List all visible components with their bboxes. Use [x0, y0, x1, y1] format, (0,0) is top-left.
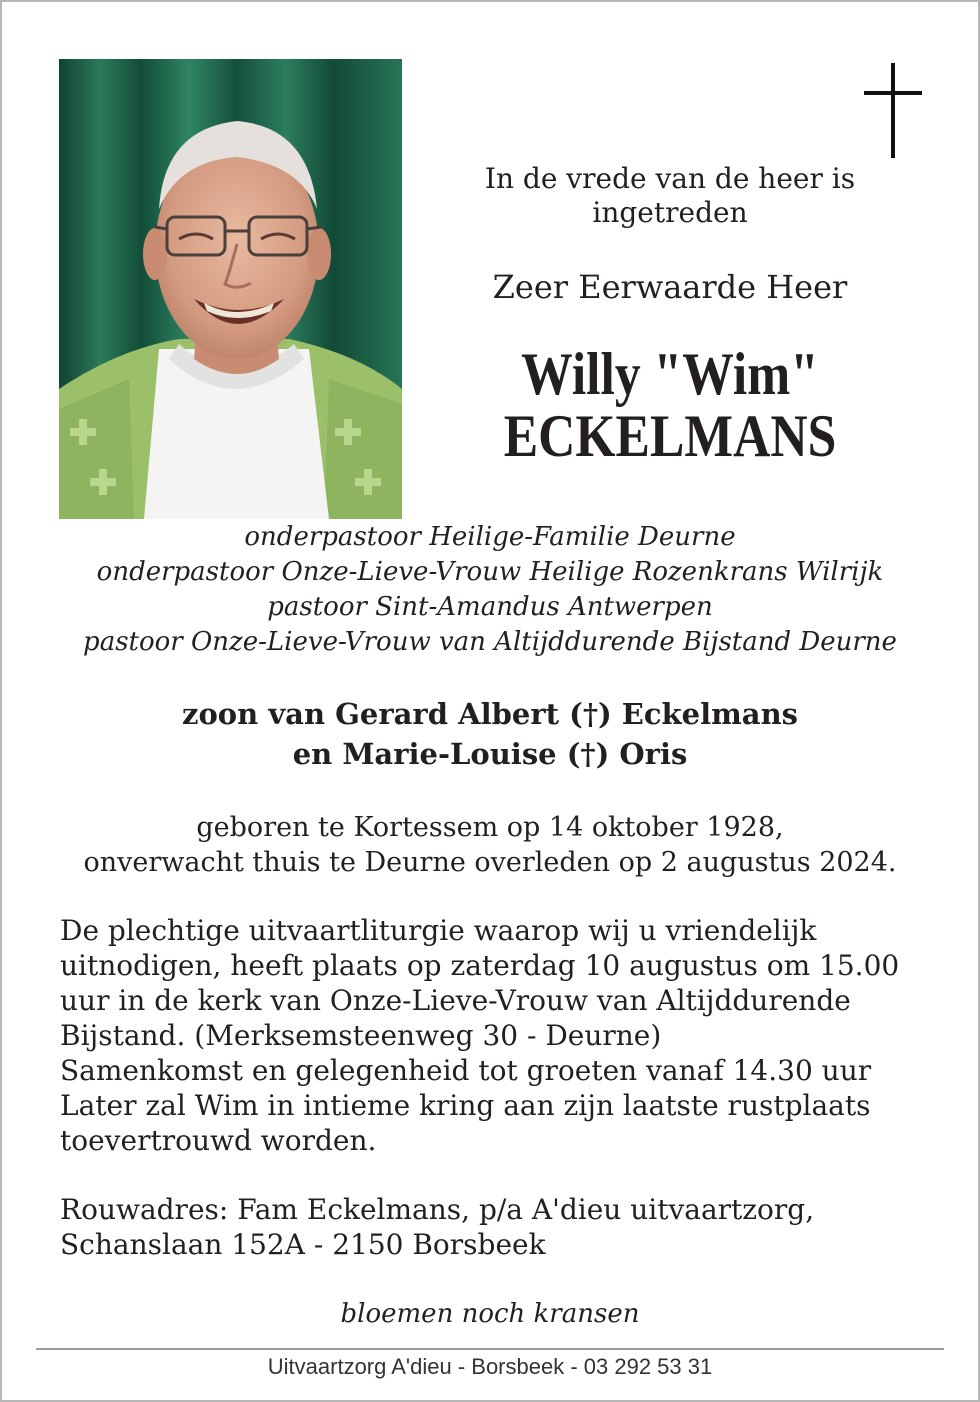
- first-name-line: Willy "Wim": [521, 341, 819, 407]
- parents-line: en Marie-Louise (†) Oris: [292, 737, 688, 771]
- address-line: Schanslaan 152A - 2150 Borsbeek: [60, 1228, 546, 1261]
- functions-list: [0, 520, 980, 660]
- intro-text: [440, 162, 900, 230]
- latin-cross-icon: [864, 63, 922, 158]
- function-line: pastoor Onze-Lieve-Vrouw van Altijddurende Bijstand Deurne: [83, 627, 897, 657]
- footer-divider: [36, 1348, 944, 1350]
- ceremony-line: Samenkomst en gelegenheid tot groeten vanaf 14.30 uur: [60, 1054, 872, 1087]
- last-name-line: ECKELMANS: [503, 403, 837, 469]
- ceremony-line: uitnodigen, heeft plaats op zaterdag 10 augustus om 15.00: [60, 949, 900, 982]
- deceased-name: [455, 343, 885, 467]
- ceremony-paragraph: [60, 913, 940, 1158]
- function-line: onderpastoor Onze-Lieve-Vrouw Heilige Rozenkrans Wilrijk: [96, 557, 884, 587]
- parents-text: [0, 694, 980, 774]
- function-line: pastoor Sint-Amandus Antwerpen: [267, 592, 713, 622]
- portrait-photo: [59, 59, 402, 519]
- funeral-home-footer: Uitvaartzorg A'dieu - Borsbeek - 03 292 53 31: [267, 1354, 713, 1379]
- intro-line: ingetreden: [592, 196, 748, 229]
- ceremony-line: De plechtige uitvaartliturgie waarop wij u vriendelijk: [60, 914, 817, 947]
- function-line: onderpastoor Heilige-Familie Deurne: [244, 522, 736, 552]
- birth-line: geboren te Kortessem op 14 oktober 1928,: [196, 812, 784, 843]
- address-line: Rouwadres: Fam Eckelmans, p/a A'dieu uitvaartzorg,: [60, 1193, 815, 1226]
- mourning-address: [60, 1192, 940, 1262]
- dates-text: [0, 810, 980, 880]
- flowers-note: bloemen noch kransen: [340, 1299, 640, 1329]
- intro-line: In de vrede van de heer is: [484, 162, 856, 195]
- death-line: onverwacht thuis te Deurne overleden op 2 augustus 2024.: [83, 847, 897, 878]
- ceremony-line: Later zal Wim in intieme kring aan zijn laatste rustplaats: [60, 1089, 871, 1122]
- ceremony-line: uur in de kerk van Onze-Lieve-Vrouw van Altijddurende: [60, 984, 851, 1017]
- ceremony-line: toevertrouwd worden.: [60, 1124, 377, 1157]
- ceremony-line: Bijstand. (Merksemsteenweg 30 - Deurne): [60, 1019, 662, 1052]
- honorific-title: Zeer Eerwaarde Heer: [492, 268, 848, 306]
- parents-line: zoon van Gerard Albert (†) Eckelmans: [181, 697, 799, 731]
